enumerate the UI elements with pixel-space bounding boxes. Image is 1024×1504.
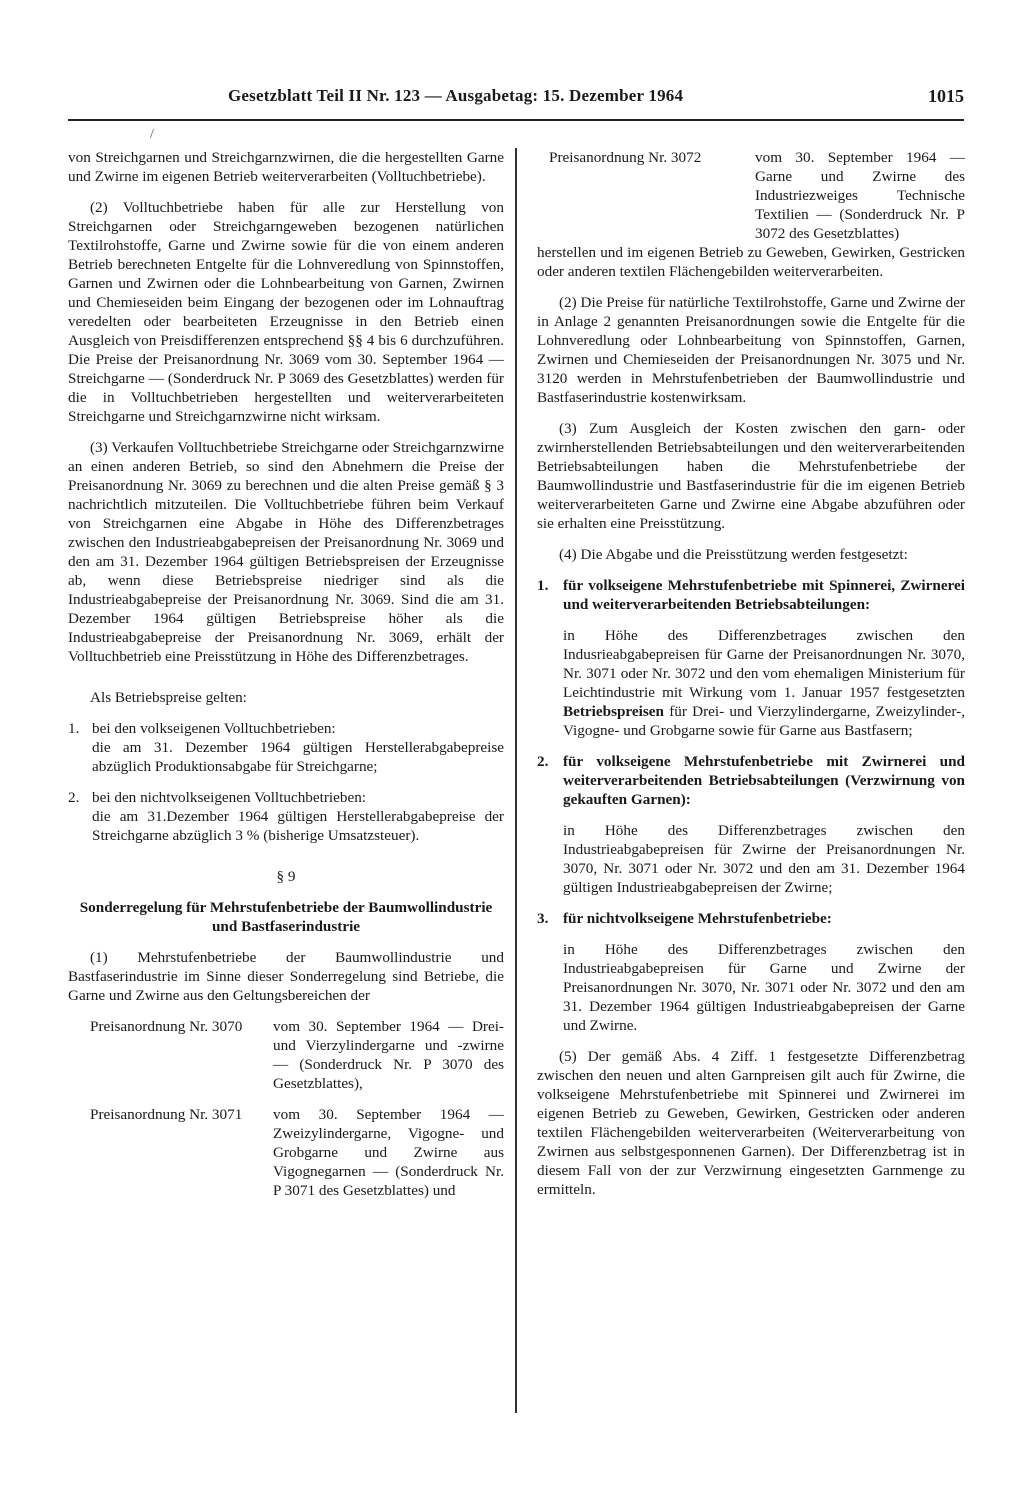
list-text: die am 31. Dezember 1964 gültigen Herstellerabgabepreise abzüglich Produktionsabgabe für Streichgarne; bbox=[92, 739, 504, 775]
paragraph-5: (5) Der gemäß Abs. 4 Ziff. 1 festgesetzte Differenzbetrag zwischen den neuen und alten Garnpreisen gilt auch für Zwirne, die volkseigene Mehrstufenbetriebe mit Spinnerei und Zwirnerei im eigenen Betrieb zu Geweben, Gewirken, Gestricken oder anderen textilen Flächengebilden weiterverarbeiten (Weiterverarbeitung von Zwirnen aus selbstgesponnenen Garnen). Der Differenzbetrag ist in diesem Fall von der zur Verzwirnung eingesetzten Garnmenge zu ermitteln. bbox=[537, 1048, 965, 1198]
list-number: 1. bbox=[537, 577, 549, 594]
intro-paragraph: von Streichgarnen und Streichgarnzwirnen, die die hergestellten Garne und Zwirne im eigenen Betrieb weiterverarbeiten (Volltuchbetriebe). bbox=[68, 149, 504, 185]
paragraph-2: (2) Die Preise für natürliche Textilrohstoffe, Garne und Zwirne der in Anlage 2 genannten Preisanordnungen sowie die Entgelte für die Lohnveredlung oder Lohnbearbeitung von Spinnstoffen, Garnen, Zwirnen und Chemieseiden der Preisanordnungen Nr. 3075 und Nr. 3120 werden in Mehrstufenbetrieben der Baumwollindustrie und Bastfaserindustrie kostenwirksam. bbox=[537, 294, 965, 406]
paragraph-3: (3) Verkaufen Volltuchbetriebe Streichgarne oder Streichgarnzwirne an einen anderen Betrieb, so sind den Abnehmern die Preise der Preisanordnung Nr. 3069 zu berechnen und die alten Preise gemäß § 3 nachrichtlich mitzuteilen. Die Volltuchbetriebe führen beim Verkauf von Streichgarnen eine Abgabe in Höhe des Differenzbetrages zwischen den Industrieabgabepreisen der Preisanordnung Nr. 3069 und den am 31. Dezember 1964 gültigen Betriebspreisen der Erzeugnisse ab, wenn diese Betriebspreise niedriger sind als die Industrieabgabepreise der Preisanordnung Nr. 3069. Sind die am 31. Dezember 1964 gültigen Betriebspreise höher als die Industrieabgabepreise der Preisanordnung Nr. 3069, erhält der Volltuchbetrieb eine Preisstützung in Höhe des Differenzbetrages. bbox=[68, 439, 504, 665]
page-number: 1015 bbox=[928, 86, 964, 106]
list-text-part: in Höhe des Differenzbetrages zwischen den Indusrieabgabepreisen für Garne der Preisanordnungen Nr. 3070, Nr. 3071 oder Nr. 3072 und den vom ehemaligen Ministerium für Leichtindustrie mit Wirkung vom 1. Januar 1957 festgesetzten bbox=[563, 627, 965, 701]
list-head: bei den nichtvolkseigenen Volltuchbetrieben: bbox=[92, 789, 367, 806]
list-text-part: für Drei- und Vierzylindergarne, Zweizylinder-, Vigogne- und Grobgarne sowie für Garne aus Bastfasern; bbox=[563, 703, 965, 739]
po-label: Preisanordnung Nr. 3071 bbox=[90, 1106, 243, 1123]
list-text-bold: Betriebspreisen bbox=[563, 703, 664, 720]
right-column bbox=[537, 148, 965, 1199]
continuation-paragraph: herstellen und im eigenen Betrieb zu Geweben, Gewirken, Gestricken oder anderen textilen Flächengebilden weiterverarbeiten. bbox=[537, 244, 965, 280]
section-title: Sonderregelung für Mehrstufenbetriebe der Baumwollindustrie und Bastfaserindustrie bbox=[79, 899, 493, 935]
list-number: 2. bbox=[537, 753, 549, 770]
header-title: Gesetzblatt Teil II Nr. 123 — Ausgabetag: 15. Dezember 1964 bbox=[228, 86, 684, 105]
section-9-paragraph-1: (1) Mehrstufenbetriebe der Baumwollindustrie und Bastfaserindustrie im Sinne dieser Sonderregelung sind Betriebe, die Garne und Zwirne aus den Geltungsbereichen der bbox=[68, 949, 504, 1004]
list-item bbox=[68, 788, 504, 845]
po-text: vom 30. September 1964 — Zweizylindergarne, Vigogne- und Grobgarne und Zwirne aus Vigognegarnen — (Sonderdruck Nr. P 3071 des Gesetzblattes) und bbox=[273, 1106, 504, 1199]
list-item bbox=[537, 909, 965, 1035]
preisanordnung-3072 bbox=[537, 148, 965, 243]
list-number: 1. bbox=[68, 720, 80, 737]
left-column bbox=[68, 148, 504, 1200]
po-text: vom 30. September 1964 — Drei- und Vierzylindergarne und -zwirne — (Sonderdruck Nr. P 3070 des Gesetzblattes), bbox=[273, 1018, 504, 1092]
header-rule bbox=[68, 119, 964, 121]
list-text bbox=[563, 626, 965, 740]
paragraph-4: (4) Die Abgabe und die Preisstützung werden festgesetzt: bbox=[559, 546, 908, 563]
preisanordnung-3071 bbox=[68, 1105, 504, 1200]
page-header bbox=[68, 86, 964, 110]
list-item bbox=[537, 752, 965, 897]
list-text: die am 31.Dezember 1964 gültigen Herstellerabgabepreise der Streichgarne abzüglich 3 % (bisherige Umsatzsteuer). bbox=[92, 808, 504, 844]
list-item bbox=[537, 576, 965, 740]
als-betriebspreise: Als Betriebspreise gelten: bbox=[90, 689, 247, 706]
list-text: in Höhe des Differenzbetrages zwischen den Industrieabgabepreisen für Zwirne der Preisanordnungen Nr. 3070, Nr. 3071 oder Nr. 3072 und den am 31. Dezember 1964 gültigen Industrieabgabepreisen der Zwirne; bbox=[563, 822, 965, 896]
column-divider bbox=[515, 148, 517, 1413]
list-head: bei den volkseigenen Volltuchbetrieben: bbox=[92, 720, 336, 737]
list-item bbox=[68, 719, 504, 776]
list-number: 3. bbox=[537, 910, 549, 927]
section-number: § 9 bbox=[276, 868, 296, 885]
list-number: 2. bbox=[68, 789, 80, 806]
paragraph-3: (3) Zum Ausgleich der Kosten zwischen den garn- oder zwirnherstellenden Betriebsabteilungen und den weiterverarbeitenden Betriebsabteilungen haben die Mehrstufenbetriebe der Baumwollindustrie und Bastfaserindustrie für die im eigenen Betrieb weiterverarbeiteten Garne und Zwirne eine Abgabe abzuführen oder sie erhalten eine Preisstützung. bbox=[537, 420, 965, 532]
po-text: vom 30. September 1964 — Garne und Zwirne des Industriezweiges Technische Textilien — (Sonderdruck Nr. P 3072 des Gesetzblattes) bbox=[755, 149, 965, 242]
list-head: für nichtvolkseigene Mehrstufenbetriebe: bbox=[563, 910, 832, 927]
list-text: in Höhe des Differenzbetrages zwischen den Industrieabgabepreisen für Garne und Zwirne der Preisanordnungen Nr. 3070, Nr. 3071 oder Nr. 3072 und den am 31. Dezember 1964 gültigen Industrieabgabepreisen der Garne und Zwirne. bbox=[563, 941, 965, 1034]
po-label: Preisanordnung Nr. 3070 bbox=[90, 1018, 243, 1035]
paragraph-2: (2) Volltuchbetriebe haben für alle zur Herstellung von Streichgarnen oder Streichgarngeweben bezogenen natürlichen Textilrohstoffe, Garne und Zwirne sowie für die von einem anderen Betrieb berechneten Entgelte für die Lohnveredlung von Spinnstoffen, Garnen und Zwirnen oder die Lohnbearbeitung von Garnen, Zwirnen und Chemieseiden beim Eingang der bezogenen oder im Lohnauftrag veredelten oder bearbeiteten Erzeugnisse in den Betrieb einen Ausgleich von Preisdifferenzen entsprechend §§ 4 bis 6 durchzuführen. Die Preise der Preisanordnung Nr. 3069 vom 30. September 1964 — Streichgarne — (Sonderdruck Nr. P 3069 des Gesetzblattes) werden für die in Volltuchbetrieben hergestellten und weiterverarbeiteten Streichgarne und Streichgarnzwirne nicht wirksam. bbox=[68, 199, 504, 425]
list-head: für volkseigene Mehrstufenbetriebe mit Zwirnerei und weiterverarbeitenden Betriebsabteilungen (Verzwirnung von gekauften Garnen): bbox=[563, 753, 965, 808]
list-head: für volkseigene Mehrstufenbetriebe mit Spinnerei, Zwirnerei und weiterverarbeitenden Betriebsabteilungen: bbox=[563, 577, 965, 613]
stray-mark: / bbox=[150, 127, 154, 142]
preisanordnung-3070 bbox=[68, 1017, 504, 1093]
po-label: Preisanordnung Nr. 3072 bbox=[549, 149, 702, 166]
